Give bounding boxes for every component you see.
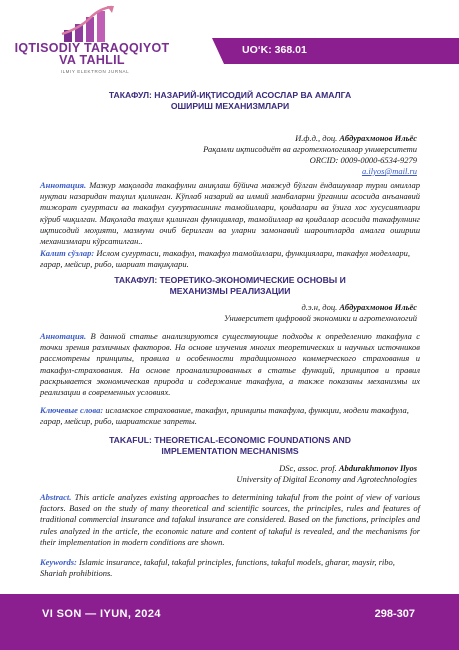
en-author-prefix: DSc, assoc. prof.: [279, 463, 337, 473]
ru-author-name: Абдурахмонов Ильёс: [339, 302, 417, 312]
en-author-name: Abdurakhmonov Ilyos: [338, 463, 417, 473]
journal-subtitle: ILMIY ELEKTRON JURNAL: [60, 69, 130, 74]
ru-author-prefix: д.э.н, доц.: [301, 302, 338, 312]
en-title: [40, 435, 420, 457]
uz-title-line1: ТАКАФУЛ: НАЗАРИЙ-ИҚТИСОДИЙ АСОСЛАР ВА АМАЛГА: [108, 90, 352, 100]
en-affiliation: University of Digital Economy and Agrotechnologies: [236, 474, 417, 484]
ru-author: [37, 302, 417, 313]
ru-abstract-text: В данной статье анализируются существующие подходы к определению такафула с точки зрения различных факторов. На основе изучения многих теоретических и научных источников рассмотрены принципы, правила и особенности традиционного коммерческого страхования и такафул-страхования. На основе проанализированных в статье функций, принципов и правил раскрывается экономическая природа и содержание такафула, а также показаны механизмы их реализации в современных условиях.: [40, 331, 421, 398]
en-keywords: [40, 557, 420, 579]
en-keywords-text: Islamic insurance, takaful, takaful principles, functions, takaful models, gharar, maysir, ribo, Shariah prohibitions.: [40, 557, 395, 579]
journal-title: [6, 42, 178, 66]
uz-affiliation: Рақамли иқтисодиёт ва агротехнологиялар университети: [203, 144, 417, 154]
journal-logo: [0, 0, 190, 84]
ru-keywords-text: исламское страхование, такафул, принципы такафула, функции, модели такафула, гарар, мейсир, рибо, шариатские запреты.: [40, 405, 409, 427]
ru-title-line2: МЕХАНИЗМЫ РЕАЛИЗАЦИИ: [169, 286, 291, 296]
journal-title-line1: IQTISODIY TARAQQIYOT: [14, 41, 170, 55]
ru-affiliation: Университет цифровой экономики и агротехнологий: [224, 313, 417, 323]
journal-title-line2: VA TAHLIL: [59, 53, 125, 67]
en-keywords-label: Keywords:: [40, 557, 77, 567]
growth-chart-icon: [60, 4, 116, 44]
en-title-line2: IMPLEMENTATION MECHANISMS: [161, 446, 299, 456]
uz-author: [37, 133, 417, 144]
ru-title: [40, 275, 420, 297]
ru-keywords-label: Ключевые слова:: [40, 405, 104, 415]
author-email-link[interactable]: a.ilyos@mail.ru: [361, 166, 417, 176]
page-range: 298-307: [374, 608, 415, 620]
en-author: [37, 463, 417, 474]
page-footer: [0, 594, 459, 650]
ru-author-block: [37, 302, 417, 324]
uz-abstract-label: Аннотация.: [40, 180, 87, 190]
en-abstract-label: Abstract.: [40, 492, 72, 502]
en-abstract: [40, 492, 420, 548]
udk-banner: [224, 38, 459, 64]
ru-title-line1: ТАКАФУЛ: ТЕОРЕТИКО-ЭКОНОМИЧЕСКИЕ ОСНОВЫ И: [114, 275, 346, 285]
ru-keywords: [40, 405, 420, 427]
en-title-line1: TAKAFUL: THEORETICAL-ECONOMIC FOUNDATIONS AND: [109, 435, 351, 445]
en-author-block: [37, 463, 417, 485]
uz-keywords-text: Ислом суғуртаси, такафул, такафул тамойиллари, функциялари, такафул моделлари, ғарар, мейсир, рибо, шариат тақиқлари.: [40, 248, 410, 270]
uz-title-line2: ОШИРИШ МЕХАНИЗМЛАРИ: [170, 101, 290, 111]
uz-keywords: [40, 248, 420, 270]
uz-title: [40, 90, 420, 112]
ru-abstract-label: Аннотация.: [40, 331, 87, 341]
uz-author-prefix: И.ф.д., доц.: [295, 133, 338, 143]
uz-abstract: [40, 180, 420, 247]
uz-keywords-label: Калит сўзлар:: [40, 248, 95, 258]
uz-author-name: Абдурахмонов Ильёс: [339, 133, 417, 143]
uz-orcid: ORCID: 0009-0000-6534-9279: [309, 155, 417, 165]
uz-author-block: [37, 133, 417, 177]
issue-info: VI SON — IYUN, 2024: [42, 608, 161, 620]
en-abstract-text: This article analyzes existing approaches to determining takaful from the point of view of various factors. Based on the study of many theoretical and scientific sources, the principles, rules and features of traditional commercial insurance and tafakul insurance are considered. Based on the functions, principles and rules analyzed in the article, the economic nature and content of takaful is revealed, and the mechanisms for their implementation in modern conditions are shown.: [40, 492, 420, 547]
uz-abstract-text: Мазкур мақолада такафулни аниқлаш бўйича мавжуд бўлган ёндашувлар турли омиллар нуқтаи назаридан таҳлил қилинган. Кўплаб назарий ва илмий манбаларни ўрганиш асосида анъанавий тижорат суғуртаси ва такафул суғуртасининг тамойиллари, қоидалари ва ўзига хос хусусиятлари кўриб чиқилган. Мақолада таҳлил қилинган функциялар, тамойиллар ва қоидалар асосида такафулнинг иқтисодий моҳияти, мазмуни очиб берилган ва уларни замонавий шароитларда амалга ошириш механизмлари кўрсатилган..: [40, 180, 420, 247]
udk-code: UO‘K: 368.01: [242, 44, 307, 56]
ru-abstract: [40, 331, 420, 398]
